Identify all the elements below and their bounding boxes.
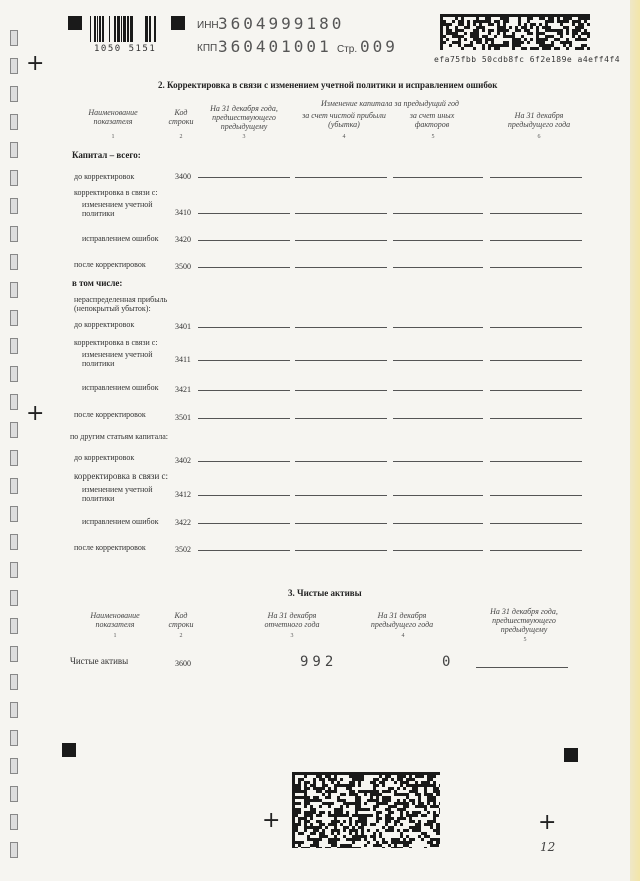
- binding-hole: [10, 674, 18, 690]
- binding-hole: [10, 646, 18, 662]
- entry-line: [295, 213, 387, 214]
- net-assets-label: Чистые активы: [70, 656, 129, 666]
- col-num: 1: [111, 134, 115, 140]
- row-code: 3402: [175, 456, 191, 465]
- binding-hole: [10, 702, 18, 718]
- col-num: 6: [537, 134, 541, 140]
- col-num: 3: [290, 633, 294, 639]
- col-name-header: Наименование показателя: [88, 108, 138, 126]
- entry-line: [198, 418, 290, 419]
- entry-line: [393, 327, 483, 328]
- net-assets-previous-year: 0: [442, 654, 455, 670]
- entry-line: [490, 390, 582, 391]
- entry-line: [393, 360, 483, 361]
- binding-hole: [10, 590, 18, 606]
- row-code: 3422: [175, 518, 191, 527]
- paper-edge: [630, 0, 640, 881]
- row-label: в том числе:: [72, 278, 123, 288]
- net-assets-code: 3600: [175, 659, 191, 668]
- row-label: по другим статьям капитала:: [70, 432, 168, 441]
- s3-col5-header: На 31 декабря года, предшествующего предыдущему: [490, 607, 558, 634]
- row-code: 3401: [175, 322, 191, 331]
- entry-line: [198, 390, 290, 391]
- row-code: 3411: [175, 355, 191, 364]
- binding-hole: [10, 786, 18, 802]
- binding-strip: [8, 0, 20, 881]
- inn-label: ИНН: [197, 20, 219, 31]
- row-label: корректировка в связи с:: [74, 188, 158, 197]
- entry-line: [295, 390, 387, 391]
- entry-line: [295, 240, 387, 241]
- entry-line: [490, 213, 582, 214]
- registration-mark: +: [262, 808, 281, 833]
- binding-hole: [10, 842, 18, 858]
- linear-barcode: [90, 16, 164, 42]
- entry-line: [393, 495, 483, 496]
- handwritten-page-number: 12: [540, 840, 556, 854]
- corner-marker: [62, 743, 76, 757]
- entry-line: [198, 213, 290, 214]
- row-code: 3420: [175, 235, 191, 244]
- entry-line: [393, 390, 483, 391]
- binding-hole: [10, 450, 18, 466]
- net-assets-current-year: 992: [300, 654, 338, 670]
- entry-line: [393, 213, 483, 214]
- corner-marker: [171, 16, 185, 30]
- row-label: после корректировок: [74, 410, 146, 419]
- col4-header: за счет чистой прибыли (убытка): [302, 111, 386, 129]
- row-code: 3412: [175, 490, 191, 499]
- kpp-value: 360401001: [218, 37, 332, 56]
- entry-line: [490, 360, 582, 361]
- registration-mark: +: [26, 401, 45, 426]
- entry-line: [490, 267, 582, 268]
- page-label: Стр.: [337, 44, 358, 55]
- row-label: исправлением ошибок: [82, 383, 159, 392]
- s3-col-name-header: Наименование показателя: [90, 611, 140, 629]
- col3-header: На 31 декабря года, предшествующего предыдущему: [210, 104, 278, 131]
- row-code: 3400: [175, 172, 191, 181]
- row-label: исправлением ошибок: [82, 234, 159, 243]
- binding-hole: [10, 142, 18, 158]
- entry-line: [490, 240, 582, 241]
- binding-hole: [10, 534, 18, 550]
- entry-line: [490, 327, 582, 328]
- binding-hole: [10, 562, 18, 578]
- entry-line: [198, 461, 290, 462]
- entry-line: [198, 360, 290, 361]
- entry-line: [490, 461, 582, 462]
- entry-line: [490, 523, 582, 524]
- entry-line: [295, 418, 387, 419]
- entry-line: [490, 550, 582, 551]
- matrix-barcode-top: [440, 14, 590, 50]
- row-label: до корректировок: [74, 320, 135, 329]
- binding-hole: [10, 254, 18, 270]
- entry-line: [393, 461, 483, 462]
- col-num: 4: [342, 134, 346, 140]
- inn-value: 3604999180: [218, 14, 345, 33]
- binding-hole: [10, 506, 18, 522]
- entry-line: [295, 461, 387, 462]
- entry-line: [295, 360, 387, 361]
- row-code: 3502: [175, 545, 191, 554]
- row-label: после корректировок: [74, 260, 146, 269]
- s3-col4-header: На 31 декабря предыдущего года: [370, 611, 434, 629]
- row-label: нераспределенная прибыль (непокрытый убыток):: [74, 295, 168, 313]
- entry-line: [393, 550, 483, 551]
- col-num: 1: [113, 633, 117, 639]
- row-label: корректировка в связи с:: [74, 338, 158, 347]
- row-label: изменением учетной политики: [82, 485, 153, 503]
- col-num: 5: [431, 134, 435, 140]
- row-label: изменением учетной политики: [82, 350, 153, 368]
- entry-line: [490, 495, 582, 496]
- entry-line: [198, 550, 290, 551]
- binding-hole: [10, 758, 18, 774]
- entry-line: [198, 327, 290, 328]
- row-code: 3501: [175, 413, 191, 422]
- row-code: 3410: [175, 208, 191, 217]
- corner-marker: [564, 748, 578, 762]
- entry-line: [393, 240, 483, 241]
- matrix-barcode-bottom: [292, 772, 440, 848]
- col-num: 5: [523, 637, 527, 643]
- entry-line: [198, 495, 290, 496]
- row-code: 3421: [175, 385, 191, 394]
- binding-hole: [10, 58, 18, 74]
- registration-mark: +: [26, 51, 45, 76]
- s3-col-code-header: Код строки: [168, 611, 194, 629]
- net-assets-prior-line: [476, 667, 568, 668]
- binding-hole: [10, 310, 18, 326]
- entry-line: [198, 523, 290, 524]
- entry-line: [198, 240, 290, 241]
- binding-hole: [10, 366, 18, 382]
- entry-line: [393, 177, 483, 178]
- col-num: 4: [401, 633, 405, 639]
- row-label: изменением учетной политики: [82, 200, 153, 218]
- col6-header: На 31 декабря предыдущего года: [507, 111, 571, 129]
- binding-hole: [10, 282, 18, 298]
- row-code: 3500: [175, 262, 191, 271]
- entry-line: [393, 523, 483, 524]
- entry-line: [490, 177, 582, 178]
- entry-line: [393, 267, 483, 268]
- entry-line: [490, 418, 582, 419]
- binding-hole: [10, 478, 18, 494]
- entry-line: [295, 267, 387, 268]
- col-code-header: Код строки: [168, 108, 194, 126]
- entry-line: [198, 177, 290, 178]
- barcode-number: 1050 5151: [94, 44, 157, 54]
- col-num: 3: [242, 134, 246, 140]
- row-label: до корректировок: [74, 453, 135, 462]
- binding-hole: [10, 814, 18, 830]
- row-label: Капитал – всего:: [72, 150, 141, 160]
- entry-line: [198, 267, 290, 268]
- s3-col3-header: На 31 декабря отчетного года: [264, 611, 320, 629]
- row-label: после корректировок: [74, 543, 146, 552]
- col5-header: за счет иных факторов: [409, 111, 455, 129]
- binding-hole: [10, 618, 18, 634]
- entry-line: [295, 523, 387, 524]
- binding-hole: [10, 198, 18, 214]
- binding-hole: [10, 86, 18, 102]
- corner-marker: [68, 16, 82, 30]
- row-label: корректировка в связи с:: [74, 471, 169, 481]
- binding-hole: [10, 170, 18, 186]
- binding-hole: [10, 338, 18, 354]
- registration-mark: +: [538, 810, 557, 835]
- col-num: 2: [179, 134, 183, 140]
- entry-line: [393, 418, 483, 419]
- binding-hole: [10, 422, 18, 438]
- entry-line: [295, 327, 387, 328]
- binding-hole: [10, 730, 18, 746]
- section3-title: 3. Чистые активы: [288, 588, 362, 598]
- binding-hole: [10, 30, 18, 46]
- row-label: до корректировок: [74, 172, 135, 181]
- entry-line: [295, 495, 387, 496]
- entry-line: [295, 550, 387, 551]
- kpp-label: КПП: [197, 43, 218, 54]
- entry-line: [295, 177, 387, 178]
- section2-title: 2. Корректировка в связи с изменением учетной политики и исправлением ошибок: [158, 80, 498, 90]
- document-hash: efa75fbb 50cdb8fc 6f2e189e a4eff4f4: [434, 55, 621, 64]
- col-num: 2: [179, 633, 183, 639]
- row-label: исправлением ошибок: [82, 517, 159, 526]
- col-group-header: Изменение капитала за предыдущий год: [321, 99, 459, 108]
- binding-hole: [10, 114, 18, 130]
- binding-hole: [10, 394, 18, 410]
- page-value: 009: [360, 37, 398, 56]
- binding-hole: [10, 226, 18, 242]
